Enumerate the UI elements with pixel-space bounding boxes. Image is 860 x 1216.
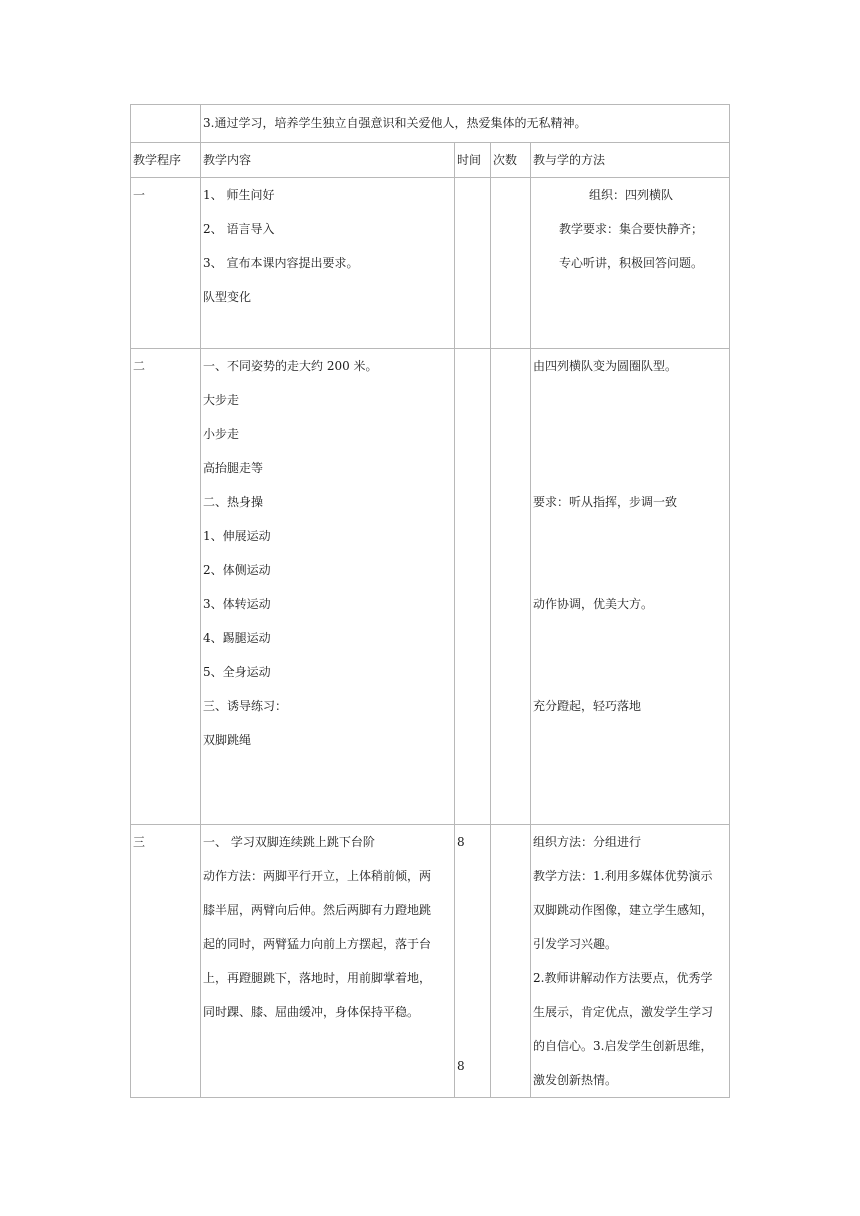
section-2-content [201, 349, 455, 825]
content-line: 一、不同姿势的走大约 200 米。 [203, 359, 378, 373]
header-method: 教与学的方法 [531, 143, 730, 178]
method-line: 教学要求：集合要快静齐； [558, 222, 703, 236]
method-line: 组织：四列横队 [588, 188, 673, 202]
method-line: 专心听讲，积极回答问题。 [558, 256, 703, 270]
method-line: 引发学习兴趣。 [533, 937, 618, 951]
content-line: 1、伸展运动 [203, 529, 271, 543]
section-1-count [491, 178, 531, 349]
section-2-count [491, 349, 531, 825]
header-count: 次数 [491, 143, 531, 178]
method-line [533, 655, 729, 689]
content-line: 二、热身操 [203, 495, 264, 509]
content-line: 三、诱导练习： [203, 699, 288, 713]
section-2-seq: 二 [131, 349, 201, 825]
header-time: 时间 [455, 143, 491, 178]
method-line: 组织方法：分组进行 [533, 835, 642, 849]
content-line: 起的同时，两臂猛力向前上方摆起，落于台 [203, 937, 432, 951]
method-line: 由四列横队变为圆圈队型。 [533, 359, 678, 373]
section-3-method [531, 825, 730, 1098]
method-line [533, 519, 729, 553]
section-2-row [131, 349, 730, 825]
objective-text: 3.通过学习，培养学生独立自强意识和关爱他人，热爱集体的无私精神。 [203, 116, 587, 130]
section-2-method [531, 349, 730, 825]
method-line: 激发创新热情。 [533, 1073, 618, 1087]
content-line: 队型变化 [203, 290, 252, 304]
section-1-time [455, 178, 491, 349]
section-3-content [201, 825, 455, 1098]
method-line [533, 383, 729, 417]
content-line: 双脚跳绳 [203, 733, 252, 747]
method-line [533, 451, 729, 485]
objective-cell [201, 105, 730, 143]
objective-empty-cell [131, 105, 201, 143]
content-line: 大步走 [203, 393, 240, 407]
content-line: 动作方法：两脚平行开立，上体稍前倾，两 [203, 869, 432, 883]
content-line: 小步走 [203, 427, 240, 441]
content-line: 3、体转运动 [203, 597, 271, 611]
section-1-seq: 一 [131, 178, 201, 349]
section-1-row [131, 178, 730, 349]
content-line: 上，再蹬腿跳下，落地时，用前脚掌着地， [203, 971, 432, 985]
header-row [131, 143, 730, 178]
content-line: 高抬腿走等 [203, 461, 264, 475]
header-sequence: 教学程序 [131, 143, 201, 178]
method-line [533, 417, 729, 451]
content-line: 2、 语言导入 [203, 222, 275, 236]
method-line: 生展示，肯定优点，激发学生学习 [533, 1005, 714, 1019]
section-3-count [491, 825, 531, 1098]
content-line: 同时踝、膝、屈曲缓冲，身体保持平稳。 [203, 1005, 420, 1019]
method-line: 的自信心。3.启发学生创新思维， [533, 1039, 713, 1053]
section-3-time [455, 825, 491, 1098]
content-line: 2、体侧运动 [203, 563, 271, 577]
content-line: 膝半屈，两臂向后伸。然后两脚有力蹬地跳 [203, 903, 432, 917]
objective-row [131, 105, 730, 143]
header-content: 教学内容 [201, 143, 455, 178]
method-line [533, 553, 729, 587]
method-line: 双脚跳动作图像，建立学生感知， [533, 903, 714, 917]
content-line: 5、全身运动 [203, 665, 271, 679]
content-line: 1、 师生问好 [203, 188, 275, 202]
content-line: 一、 学习双脚连续跳上跳下台阶 [203, 835, 375, 849]
content-line: 3、 宣布本课内容提出要求。 [203, 256, 359, 270]
time-value-bottom: 8 [457, 1059, 465, 1073]
method-line [533, 621, 729, 655]
method-line: 充分蹬起，轻巧落地 [533, 699, 642, 713]
method-line: 要求：听从指挥，步调一致 [533, 495, 678, 509]
content-line: 4、踢腿运动 [203, 631, 271, 645]
method-line: 动作协调，优美大方。 [533, 597, 654, 611]
lesson-plan-table [130, 104, 730, 1098]
section-1-method [531, 178, 730, 349]
method-line: 教学方法：1.利用多媒体优势演示 [533, 869, 713, 883]
section-3-row [131, 825, 730, 1098]
section-3-seq: 三 [131, 825, 201, 1098]
section-1-content [201, 178, 455, 349]
method-line: 2.教师讲解动作方法要点，优秀学 [533, 971, 713, 985]
time-value-top: 8 [457, 835, 465, 849]
section-2-time [455, 349, 491, 825]
